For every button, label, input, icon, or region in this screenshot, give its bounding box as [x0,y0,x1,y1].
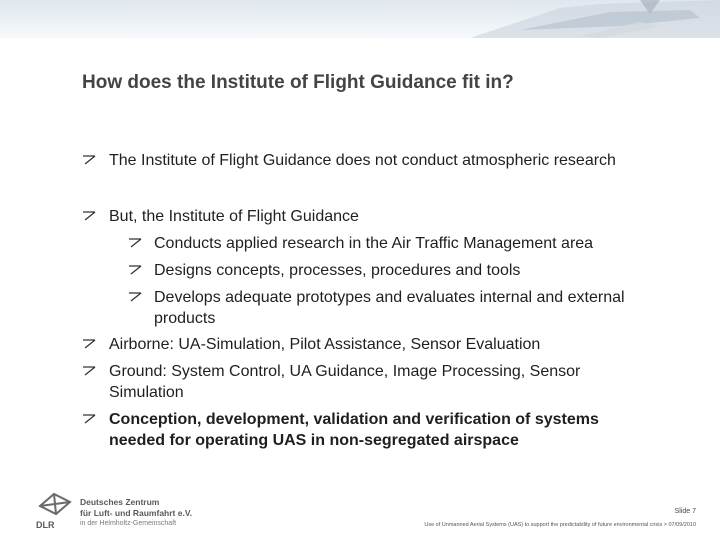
bullet-text-line: products [154,310,216,327]
bullet-text-line: Develops adequate prototypes and evaluates internal and external [154,289,625,306]
bullet-arrow-icon [82,155,96,165]
bullet-arrow-icon [82,414,96,424]
bullet-arrow-icon [82,211,96,221]
bullet-text-line: Conception, development, validation and verification of systems [109,411,599,428]
bullet-item [128,287,700,329]
bullet-text-line: Airborne: UA-Simulation, Pilot Assistance, Sensor Evaluation [109,336,541,353]
dlr-logo [34,490,76,532]
bullet-item [128,260,700,281]
bullet-arrow-icon [128,292,142,302]
bullet-text-line: needed for operating UAS in non-segregated airspace [109,432,519,449]
slide-title: How does the Institute of Flight Guidance fit in? [82,72,514,93]
bullet-item [82,334,700,355]
bullet-arrow-icon [82,339,96,349]
slide-number: Slide 7 [674,508,696,515]
bullet-text-line: The Institute of Flight Guidance does not conduct atmospheric research [109,152,616,169]
logo-wordmark [80,497,192,519]
bullet-item [82,361,700,403]
footer-caption: Use of Unmanned Aerial Systems (UAS) to support the predictability of future environmental crisis > 07/09/2010 [424,522,696,528]
logo-letters: DLR [36,520,55,530]
bullet-item [82,409,700,451]
bullet-arrow-icon [128,238,142,248]
bullet-arrow-icon [128,265,142,275]
bullet-arrow-icon [82,366,96,376]
bullet-item [128,233,700,254]
logo-subtitle: in der Helmholtz-Gemeinschaft [80,520,177,527]
aircraft-header-image [0,0,720,38]
logo-line-2: für Luft- und Raumfahrt e.V. [80,508,193,518]
bullet-text-line: Ground: System Control, UA Guidance, Image Processing, Sensor [109,363,581,380]
logo-line-1: Deutsches Zentrum [80,497,160,507]
bullet-item [82,206,700,227]
header-band [0,0,720,38]
bullet-text-line: Conducts applied research in the Air Traffic Management area [154,235,594,252]
bullet-text-line: Designs concepts, processes, procedures and tools [154,262,521,279]
bullet-item [82,150,700,171]
bullet-text-line: Simulation [109,384,184,401]
bullet-text-line: But, the Institute of Flight Guidance [109,208,359,225]
